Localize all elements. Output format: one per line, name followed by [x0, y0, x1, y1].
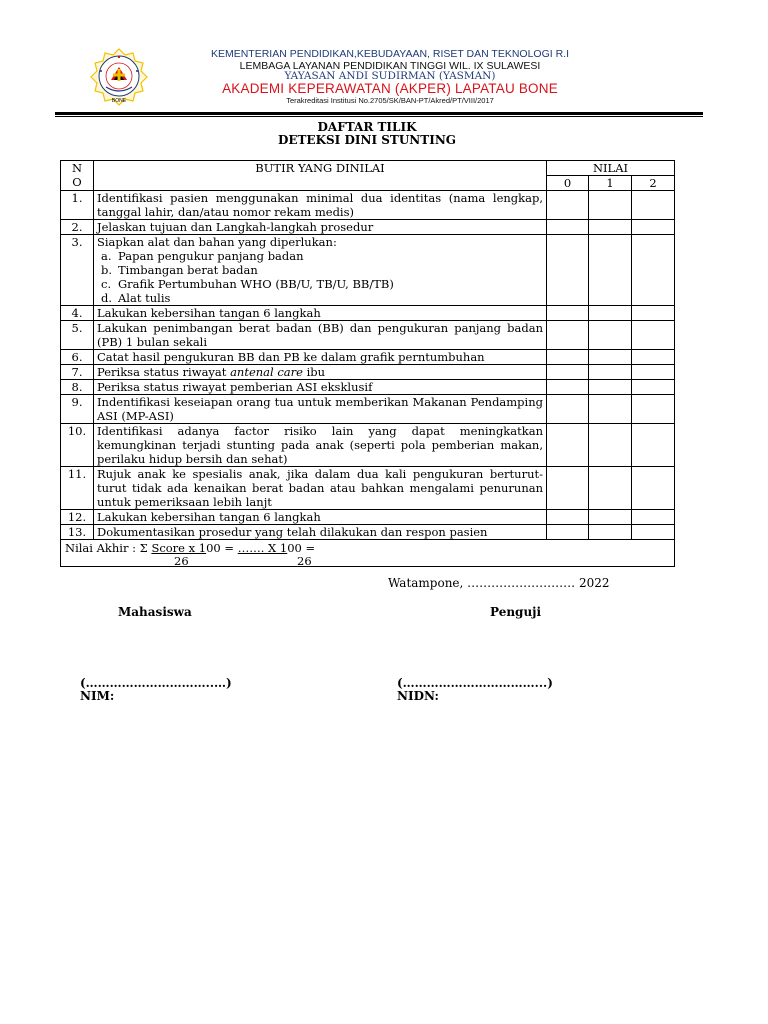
row-text: Jelaskan tujuan dan Langkah-langkah prosedur: [94, 220, 547, 235]
score-cell-0[interactable]: [547, 424, 589, 467]
score-header-2: 2: [632, 176, 675, 191]
column-header-no: N O: [61, 161, 94, 191]
checklist-table: [60, 160, 675, 567]
score-cell-2[interactable]: [632, 350, 675, 365]
institution-line: LEMBAGA LAYANAN PENDIDIKAN TINGGI WIL. IX SULAWESI: [239, 60, 541, 72]
score-denominator-2: 26: [297, 554, 312, 568]
document-title: DAFTAR TILIK: [317, 120, 417, 134]
table-header-row: [61, 161, 675, 176]
student-label: Mahasiswa: [118, 605, 192, 619]
table-row: [61, 321, 675, 350]
row-text: Dokumentasikan prosedur yang telah dilakukan dan respon pasien: [94, 525, 547, 540]
row-number: 9.: [61, 395, 94, 424]
score-cell-0[interactable]: [547, 380, 589, 395]
score-cell-0[interactable]: [547, 191, 589, 220]
row-text: Identifikasi adanya factor risiko lain yang dapat meningkatkan kemungkinan terjadi stunting pada anak (seperti pola pemberian makan, perilaku hidup bersih dan sehat): [94, 424, 547, 467]
row-text: Rujuk anak ke spesialis anak, jika dalam dua kali pengukuran berturut-turut tidak ada kenaikan berat badan atau bahkan mengalami penurunan untuk pemeriksaan lebih lanjt: [94, 467, 547, 510]
score-cell-2[interactable]: [632, 395, 675, 424]
place-date: Watampone, ……………………… 2022: [388, 576, 610, 590]
subitem: b. Timbangan berat badan: [101, 263, 258, 277]
nim-label: NIM:: [80, 689, 115, 703]
score-cell-2[interactable]: [632, 510, 675, 525]
row-text: Indentifikasi keseiapan orang tua untuk memberikan Makanan Pendamping ASI (MP-ASI): [94, 395, 547, 424]
row-text: Lakukan penimbangan berat badan (BB) dan pengukuran panjang badan (PB) 1 bulan sekali: [94, 321, 547, 350]
row-number: 7.: [61, 365, 94, 380]
table-row: [61, 306, 675, 321]
column-header-nilai: NILAI: [547, 161, 675, 176]
examiner-label: Penguji: [490, 605, 542, 619]
score-cell-0[interactable]: [547, 510, 589, 525]
row-text: Periksa status riwayat antenal care ibu: [94, 365, 547, 380]
table-row: [61, 467, 675, 510]
ministry-line: KEMENTERIAN PENDIDIKAN,KEBUDAYAAN, RISET DAN TEKNOLOGI R.I: [210, 48, 570, 60]
nidn-label: NIDN:: [397, 689, 439, 703]
row-intro: Siapkan alat dan bahan yang diperlukan:: [97, 235, 337, 249]
score-cell-0[interactable]: [547, 395, 589, 424]
score-cell-2[interactable]: [632, 191, 675, 220]
score-cell-0[interactable]: [547, 306, 589, 321]
score-cell-0[interactable]: [547, 467, 589, 510]
table-row: [61, 424, 675, 467]
score-cell-1[interactable]: [589, 321, 632, 350]
letterhead-divider-thick: [55, 112, 703, 115]
score-cell-2[interactable]: [632, 467, 675, 510]
score-cell-0[interactable]: [547, 321, 589, 350]
row-text: Periksa status riwayat pemberian ASI eksklusif: [94, 380, 547, 395]
letterhead-divider-thin: [55, 116, 703, 117]
score-denominator-1: 26: [174, 554, 189, 568]
score-cell-0[interactable]: [547, 220, 589, 235]
table-row: [61, 395, 675, 424]
row-number: 8.: [61, 380, 94, 395]
table-row: [61, 235, 675, 306]
score-cell-1[interactable]: [589, 365, 632, 380]
row-number: 6.: [61, 350, 94, 365]
table-row: [61, 220, 675, 235]
score-cell-2[interactable]: [632, 525, 675, 540]
academy-name: AKADEMI KEPERAWATAN (AKPER) LAPATAU BONE: [222, 81, 558, 96]
column-header-item: BUTIR YANG DINILAI: [94, 161, 547, 191]
subitem: a. Papan pengukur panjang badan: [101, 249, 304, 263]
score-cell-1[interactable]: [589, 380, 632, 395]
subitem: d. Alat tulis: [101, 291, 171, 305]
score-cell-2[interactable]: [632, 424, 675, 467]
score-cell-2[interactable]: [632, 220, 675, 235]
table-row: [61, 510, 675, 525]
score-cell-0[interactable]: [547, 350, 589, 365]
score-cell-1[interactable]: [589, 424, 632, 467]
row-text: Lakukan kebersihan tangan 6 langkah: [94, 306, 547, 321]
examiner-signature-line[interactable]: (……………………………...): [397, 676, 553, 690]
row-text: [94, 235, 547, 306]
table-row: [61, 525, 675, 540]
row-number: 10.: [61, 424, 94, 467]
score-cell-1[interactable]: [589, 395, 632, 424]
score-header-1: 1: [589, 176, 632, 191]
score-cell-1[interactable]: [589, 510, 632, 525]
student-signature-line[interactable]: (…………………………..…): [80, 676, 232, 690]
score-cell-1[interactable]: [589, 235, 632, 306]
foundation-line: YAYASAN ANDI SUDIRMAN (YASMAN): [284, 70, 496, 82]
row-text: Catat hasil pengukuran BB dan PB ke dalam grafik perntumbuhan: [94, 350, 547, 365]
academy-logo: [89, 47, 149, 107]
score-cell-0[interactable]: [547, 235, 589, 306]
score-cell-1[interactable]: [589, 306, 632, 321]
document-subtitle: DETEKSI DINI STUNTING: [277, 133, 457, 147]
score-cell-2[interactable]: [632, 380, 675, 395]
row-text: Lakukan kebersihan tangan 6 langkah: [94, 510, 547, 525]
row-number: 11.: [61, 467, 94, 510]
accreditation-line: Terakreditasi Institusi No.2705/SK/BAN-PT/Akred/PT/VIII/2017: [286, 96, 494, 105]
score-cell-2[interactable]: [632, 321, 675, 350]
score-cell-2[interactable]: [632, 306, 675, 321]
final-score-formula: Nilai Akhir : Σ Score x 100 = ……. X 100 = 26 26: [61, 540, 675, 567]
row-number: 3.: [61, 235, 94, 306]
score-cell-1[interactable]: [589, 350, 632, 365]
score-header-0: 0: [547, 176, 589, 191]
score-cell-2[interactable]: [632, 235, 675, 306]
score-cell-1[interactable]: [589, 191, 632, 220]
row-number: 2.: [61, 220, 94, 235]
row-number: 13.: [61, 525, 94, 540]
score-cell-1[interactable]: [589, 467, 632, 510]
table-row: [61, 380, 675, 395]
table-row: [61, 350, 675, 365]
row-number: 1.: [61, 191, 94, 220]
row-number: 4.: [61, 306, 94, 321]
score-cell-0[interactable]: [547, 525, 589, 540]
score-cell-1[interactable]: [589, 220, 632, 235]
final-score-row: [61, 540, 675, 567]
row-number: 5.: [61, 321, 94, 350]
table-row: [61, 191, 675, 220]
table-row: [61, 365, 675, 380]
logo-bottom-text: BONE: [111, 98, 127, 104]
score-cell-0[interactable]: [547, 365, 589, 380]
row-text: Identifikasi pasien menggunakan minimal dua identitas (nama lengkap, tanggal lahir, dan/atau nomor rekam medis): [94, 191, 547, 220]
score-cell-2[interactable]: [632, 365, 675, 380]
score-cell-1[interactable]: [589, 525, 632, 540]
row-number: 12.: [61, 510, 94, 525]
subitem: c. Grafik Pertumbuhan WHO (BB/U, TB/U, BB/TB): [101, 277, 394, 291]
